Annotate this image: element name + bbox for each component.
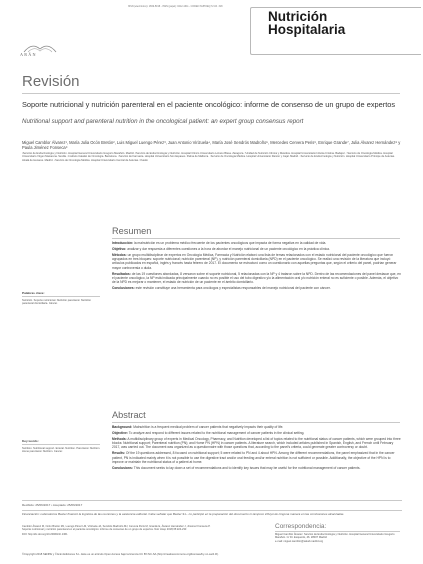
paragraph-label: Objective: [112, 431, 128, 435]
received-accepted-dates: Recibido: 25/06/2017 • Aceptado: 25/06/2017 [22, 503, 83, 507]
abstract-paragraph [112, 451, 402, 464]
citation-block [22, 525, 217, 536]
paragraph-label: Resultados: [112, 271, 131, 276]
paragraph-text: A multidisciplinary group of experts in Medical Oncology, Pharmacy, and Nutrition developed a list of topics related to the nutritional status of cancer patients, which were grouped into three blocks: Nutritional support; Parenteral nutrition (PN); and Home PN (HPN) in cancer patients. A literature search, which included articles published in Spanish, English, and French until February 2017, was carried out. The document was organized as a questionnaire with those questions that, according to the panel's criteria, could generate greater controversy or doubt. [112, 437, 401, 450]
keywords-list: Nutrición. Soporte nutricional. Nutrición parenteral. Nutrición parenteral domiciliaria. Cáncer. [22, 298, 92, 305]
paragraph-label: Objetivo: [112, 247, 127, 251]
keywords-english [22, 439, 102, 453]
paragraph-text: de las 19 cuestiones abordadas, 8 versaron sobre el soporte nutricional, 5 relacionadas con la NP y 4 trataron sobre la NPD. Dentro de las recomendaciones del panel destacar que, en el paciente oncológico, la NP está indicada principalmente cuando no es posible el uso del tubo digestivo y/o la alimentación oral y/o nutrición enteral no es suficiente o posible. Además, el objetivo de la NPD es mejorar o mantener, el estado de nutrición de un paciente en el ámbito domiciliario. [112, 271, 401, 285]
abstract-paragraph [112, 425, 402, 429]
resumen-paragraph [112, 253, 402, 270]
resumen-paragraph [112, 241, 402, 245]
divider [22, 93, 400, 94]
resumen-paragraph [112, 286, 402, 290]
paragraph-label: Background: [112, 425, 133, 429]
keywords-title: Palabras clave: [22, 291, 45, 295]
divider [22, 296, 100, 297]
article-title-spanish: Soporte nutricional y nutrición parenteral en el paciente oncológico: informe de consenso de un grupo de expertos [22, 100, 396, 109]
divider [22, 510, 402, 511]
paragraph-text: un grupo multidisciplinar de expertos en Oncología Médica, Farmacia y Nutrición elaboró una lista de temas relacionados con el estado nutricional del paciente oncológico que fueron agrupados en tres bloques: soporte nutricional; nutrición parenteral (NP), y nutrición parenteral domiciliaria (NPD) en el paciente oncológico. Se realizó una revisión de la literatura que incluyó artículos publicados en español, inglés y francés hasta febrero de 2017. El documento se estructuró como un cuestionario con aquellas preguntas que, según el criterio del panel, podrían generar mayor controversia o duda. [112, 253, 397, 270]
paragraph-label: Conclusions: [112, 465, 133, 470]
divider [112, 422, 400, 423]
abstract-body [112, 425, 402, 472]
keywords-title: Key words: [22, 439, 39, 443]
journal-title-line2: Hospitalaria [268, 22, 346, 37]
author-list: Miguel Camblor Álvarez¹, María Julia Ocón Bretón², Luis Miguel Luengo Pérez³, Juan Antonio Virizuela⁴, María José Sendrós Madroño⁵, Mercedes Cervera Peris⁶, Enrique Grande⁷, Julia Álvarez Hernández⁸ y Paula Jiménez Fonseca⁹ [22, 140, 401, 151]
paragraph-text: Malnutrition is a frequent medical problem of cancer patients that negatively impacts their quality of life. [132, 425, 284, 429]
paragraph-text: este revisión constituye una herramienta para oncólogos y especialistas responsables del manejo nutricional del paciente con cáncer. [134, 286, 331, 291]
paragraph-text: This document seeks to lay down a set of recommendations and to identify key issues that may be useful for the nutritional management of cancer patients. [132, 465, 361, 470]
abstract-paragraph [112, 437, 402, 450]
copyright-line: ©Copyright 2018 SENPE y ©Arán Ediciones S.L. Este es un artículo Open Access bajo la licencia CC BY-NC-SA (http://creativecommons.org/licenses/by-nc-sa/4.0/). [22, 553, 219, 556]
citation-text: Camblor Álvarez M, Ocón Bretón MJ, Luengo Pérez LM, Virizuela JA, Sendrós Madroño MJ, Cervera Peris M, Grande E, Álvarez Hernández J, Jiménez Fonseca P. Soporte nutricional y nutrición parenteral en el paciente oncológico: informe de consenso de un grupo de expertos. Nutr Hosp 2018;35:224-233 [22, 525, 211, 532]
paragraph-label: Conclusiones: [112, 286, 135, 291]
paragraph-label: Métodos: [112, 253, 127, 257]
resumen-paragraph [112, 247, 402, 251]
paragraph-label: Methods: [112, 437, 127, 441]
abstract-paragraph [112, 466, 402, 470]
correspondence-block [275, 533, 405, 543]
journal-title-line1: Nutrición [268, 9, 328, 24]
correspondence-heading: Correspondencia: [275, 523, 327, 530]
abstract-heading: Abstract [112, 410, 146, 420]
journal-title [268, 10, 418, 36]
divider [22, 500, 402, 501]
resumen-body [112, 241, 402, 292]
issn-line: ISSN (electrónico): 1699-5198 - ISSN (papel): 0212-1611 - CODEN NUHOEQ S.V.R. 318 [128, 5, 223, 8]
divider [275, 531, 400, 532]
section-label: Revisión [22, 73, 80, 90]
publisher-logo-text: ARÁN [20, 52, 37, 57]
resumen-heading: Resumen [112, 226, 152, 236]
funding-disclaimer: Financiación: Laboratorios Baxter financió la logística de las reuniones y la asistencia editorial. Cabe señalar que Baxter S.L. no participó en la preparación del documento ni tampoco influyó de ninguna manera en las conclusiones alcanzadas. [22, 512, 345, 516]
correspondence-email[interactable]: e-mail: miguel.camblor@salud.madrid.org [275, 539, 324, 543]
resumen-paragraph [112, 272, 402, 285]
article-title-english: Nutritional support and parenteral nutrition in the oncological patient: an expert group consensus report [22, 118, 304, 125]
affiliations: ¹Servicio de Endocrinología y Nutrición. Hospital General Universitario Gregorio Marañón. Madrid. ²Servicio de Endocrinología y Nutrición. Hospital Clínico Universitario Lozano Blesa. Zaragoza. ³Unidad de Nutrición Clínica y Dietética. Hospital Universitario Infanta Cristina. Badajoz. ⁴Servicio de Oncología Médica. Hospital Universitario Virgen Macarena. Sevilla. ⁵Instituto Catalán de Oncología. Barcelona. ⁶Servicio de Farmacia. Hospital Universitario Son Espases. Palma de Mallorca. ⁷Servicio de Oncología Médica. Hospital Universitario Ramón y Cajal. Madrid. ⁸Servicio de Endocrinología y Nutrición. Hospital Universitario Príncipe de Asturias. Alcalá de Henares. Madrid. ⁹Servicio de Oncología Médica. Hospital Universitario Central de Asturias. Oviedo [22, 152, 395, 162]
divider [112, 238, 400, 239]
keywords-list: Nutrition. Nutritional support. Enteral. Nutrition. Parenteral. Nutrition. Home parenteral. Nutrition. Cancer. [22, 446, 101, 453]
abstract-paragraph [112, 431, 402, 435]
paragraph-text: la malnutrición es un problema médico frecuente de los pacientes oncológicos que impacta de forma negativa en la calidad de vida. [133, 241, 327, 245]
doi-link[interactable]: DOI: http://dx.doi.org/10.20960/nh.1361 [22, 533, 68, 537]
paragraph-label: Introducción: [112, 241, 134, 245]
divider [22, 444, 100, 445]
keywords-spanish [22, 291, 102, 305]
paragraph-text: To analyze and respond to different issues related to the nutritional management of cancer patients in the clinical setting. [127, 431, 305, 435]
paragraph-text: Of the 19 questions addressed, 8 focused on nutritional support; 5 were related to PN and 4 about HPN. Among the different recommendations, the panel emphasized that in the cancer patient, PN is indicated mainly when it is not possible to use the digestive tract and/or oral feeding and/or enteral nutrition is not sufficient or possible. Additionally, the objective of the HPN is to improve or maintain the nutritional status of a patient at home. [112, 451, 395, 464]
paragraph-text: analizar y dar respuesta a diferentes cuestiones a la hora de abordar el manejo nutricional de un paciente oncológico en la práctica clínica. [126, 247, 330, 251]
correspondence-address: Miguel Camblor Álvarez. Servicio de Endocrinología y Nutrición. Hospital General Universitario Gregorio Marañón. C/ Dr. Esquerdo, 46. 28007 Madrid [275, 533, 395, 540]
paragraph-label: Results: [112, 451, 126, 456]
